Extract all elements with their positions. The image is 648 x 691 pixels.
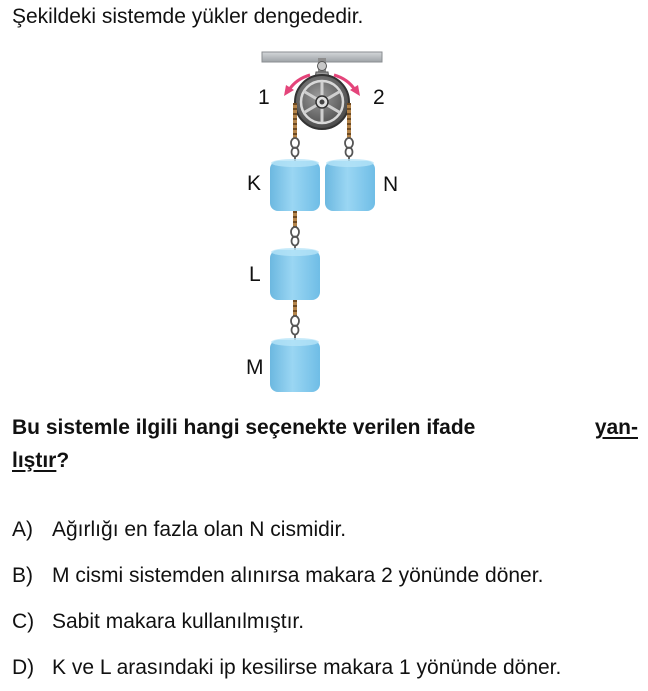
direction-label-2: 2 bbox=[373, 86, 385, 109]
option-d[interactable] bbox=[12, 645, 642, 691]
block-label-l: L bbox=[249, 263, 261, 286]
question-underlined-end: lıştır bbox=[12, 449, 57, 472]
option-letter: C) bbox=[12, 610, 35, 633]
question-end: ? bbox=[56, 449, 70, 472]
block-label-m: M bbox=[246, 356, 264, 379]
question-line-1 bbox=[12, 411, 638, 444]
option-text: Sabit makara kullanılmıştır. bbox=[52, 610, 305, 633]
block-label-n: N bbox=[383, 173, 399, 196]
hook-l bbox=[291, 227, 299, 250]
block-l bbox=[270, 248, 320, 300]
pulley-wheel bbox=[295, 75, 349, 129]
option-letter: D) bbox=[12, 656, 35, 679]
option-text: K ve L arasındaki ip kesilirse makara 1 yönünde döner. bbox=[52, 656, 562, 679]
option-letter: B) bbox=[12, 564, 33, 587]
option-text: M cismi sistemden alınırsa makara 2 yönünde döner. bbox=[52, 564, 544, 587]
option-a[interactable] bbox=[12, 507, 642, 553]
answer-options bbox=[12, 507, 642, 691]
hook-n bbox=[345, 138, 353, 161]
option-c[interactable] bbox=[12, 599, 642, 645]
block-n bbox=[325, 159, 375, 211]
question-text bbox=[12, 411, 638, 477]
hook-m bbox=[291, 316, 299, 340]
question-underlined-start: yan- bbox=[594, 416, 638, 439]
block-k bbox=[270, 159, 320, 211]
option-letter: A) bbox=[12, 518, 33, 541]
question-line-2 bbox=[12, 444, 638, 477]
option-text: Ağırlığı en fazla olan N cismidir. bbox=[52, 518, 347, 541]
option-b[interactable] bbox=[12, 553, 642, 599]
hook-k bbox=[291, 138, 299, 161]
question-part1: Bu sistemle ilgili hangi seçenekte verilen ifade bbox=[12, 416, 476, 439]
direction-label-1: 1 bbox=[258, 86, 270, 109]
block-m bbox=[270, 338, 320, 392]
intro-text: Şekildeki sistemde yükler dengededir. bbox=[12, 5, 364, 28]
block-label-k: K bbox=[247, 172, 262, 195]
